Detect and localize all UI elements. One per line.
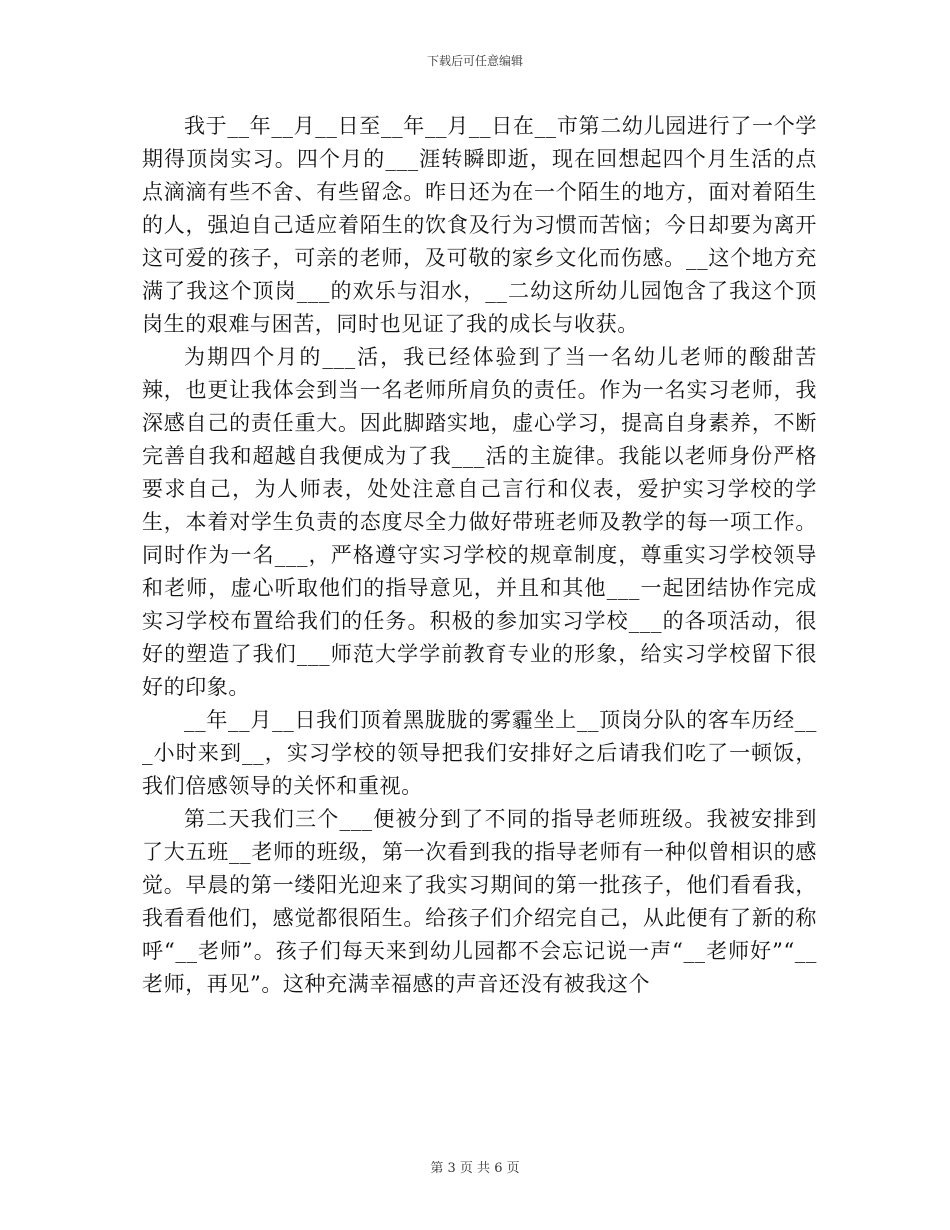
document-body — [142, 110, 817, 1001]
paragraph: 我于__年__月__日至__年__月__日在__市第二幼儿园进行了一个学期得顶岗实习。四个月的___涯转瞬即逝，现在回想起四个月生活的点点滴滴有些不舍、有些留念。昨日还为在一个陌生的地方，面对着陌生的人，强迫自己适应着陌生的饮食及行为习惯而苦恼；今日却要为离开这可爱的孩子，可亲的老师，及可敬的家乡文化而伤感。__这个地方充满了我这个顶岗___的欢乐与泪水，__二幼这所幼儿园饱含了我这个顶岗生的艰难与困苦，同时也见证了我的成长与收获。 — [142, 114, 817, 336]
paragraph: 第二天我们三个___便被分到了不同的指导老师班级。我被安排到了大五班__老师的班级，第一次看到我的指导老师有一种似曾相识的感觉。早晨的第一缕阳光迎来了我实习期间的第一批孩子，他们看看我，我看看他们，感觉都很陌生。给孩子们介绍完自己，从此便有了新的称呼“__老师”。孩子们每天来到幼儿园都不会忘记说一声“__老师好”“__老师，再见”。这种充满幸福感的声音还没有被我这个 — [142, 807, 817, 996]
paragraph: __年__月__日我们顶着黑胧胧的雾霾坐上__顶岗分队的客车历经___小时来到__，实习学校的领导把我们安排好之后请我们吃了一顿饭，我们倍感领导的关怀和重视。 — [142, 708, 817, 798]
paragraph: 为期四个月的___活，我已经体验到了当一名幼儿老师的酸甜苦辣，也更让我体会到当一名老师所肩负的责任。作为一名实习老师，我深感自己的责任重大。因此脚踏实地，虚心学习，提高自身素养，不断完善自我和超越自我便成为了我___活的主旋律。我能以老师身份严格要求自己，为人师表，处处注意自己言行和仪表，爱护实习学校的学生，本着对学生负责的态度尽全力做好带班老师及教学的每一项工作。同时作为一名___，严格遵守实习学校的规章制度，尊重实习学校领导和老师，虚心听取他们的指导意见，并且和其他___一起团结协作完成实习学校布置给我们的任务。积极的参加实习学校___的各项活动，很好的塑造了我们___师范大学学前教育专业的形象，给实习学校留下很好的印象。 — [142, 345, 817, 699]
page-header: 下载后可任意编辑 — [426, 54, 523, 68]
page-footer: 第 3 页 共 6 页 — [430, 1161, 520, 1176]
